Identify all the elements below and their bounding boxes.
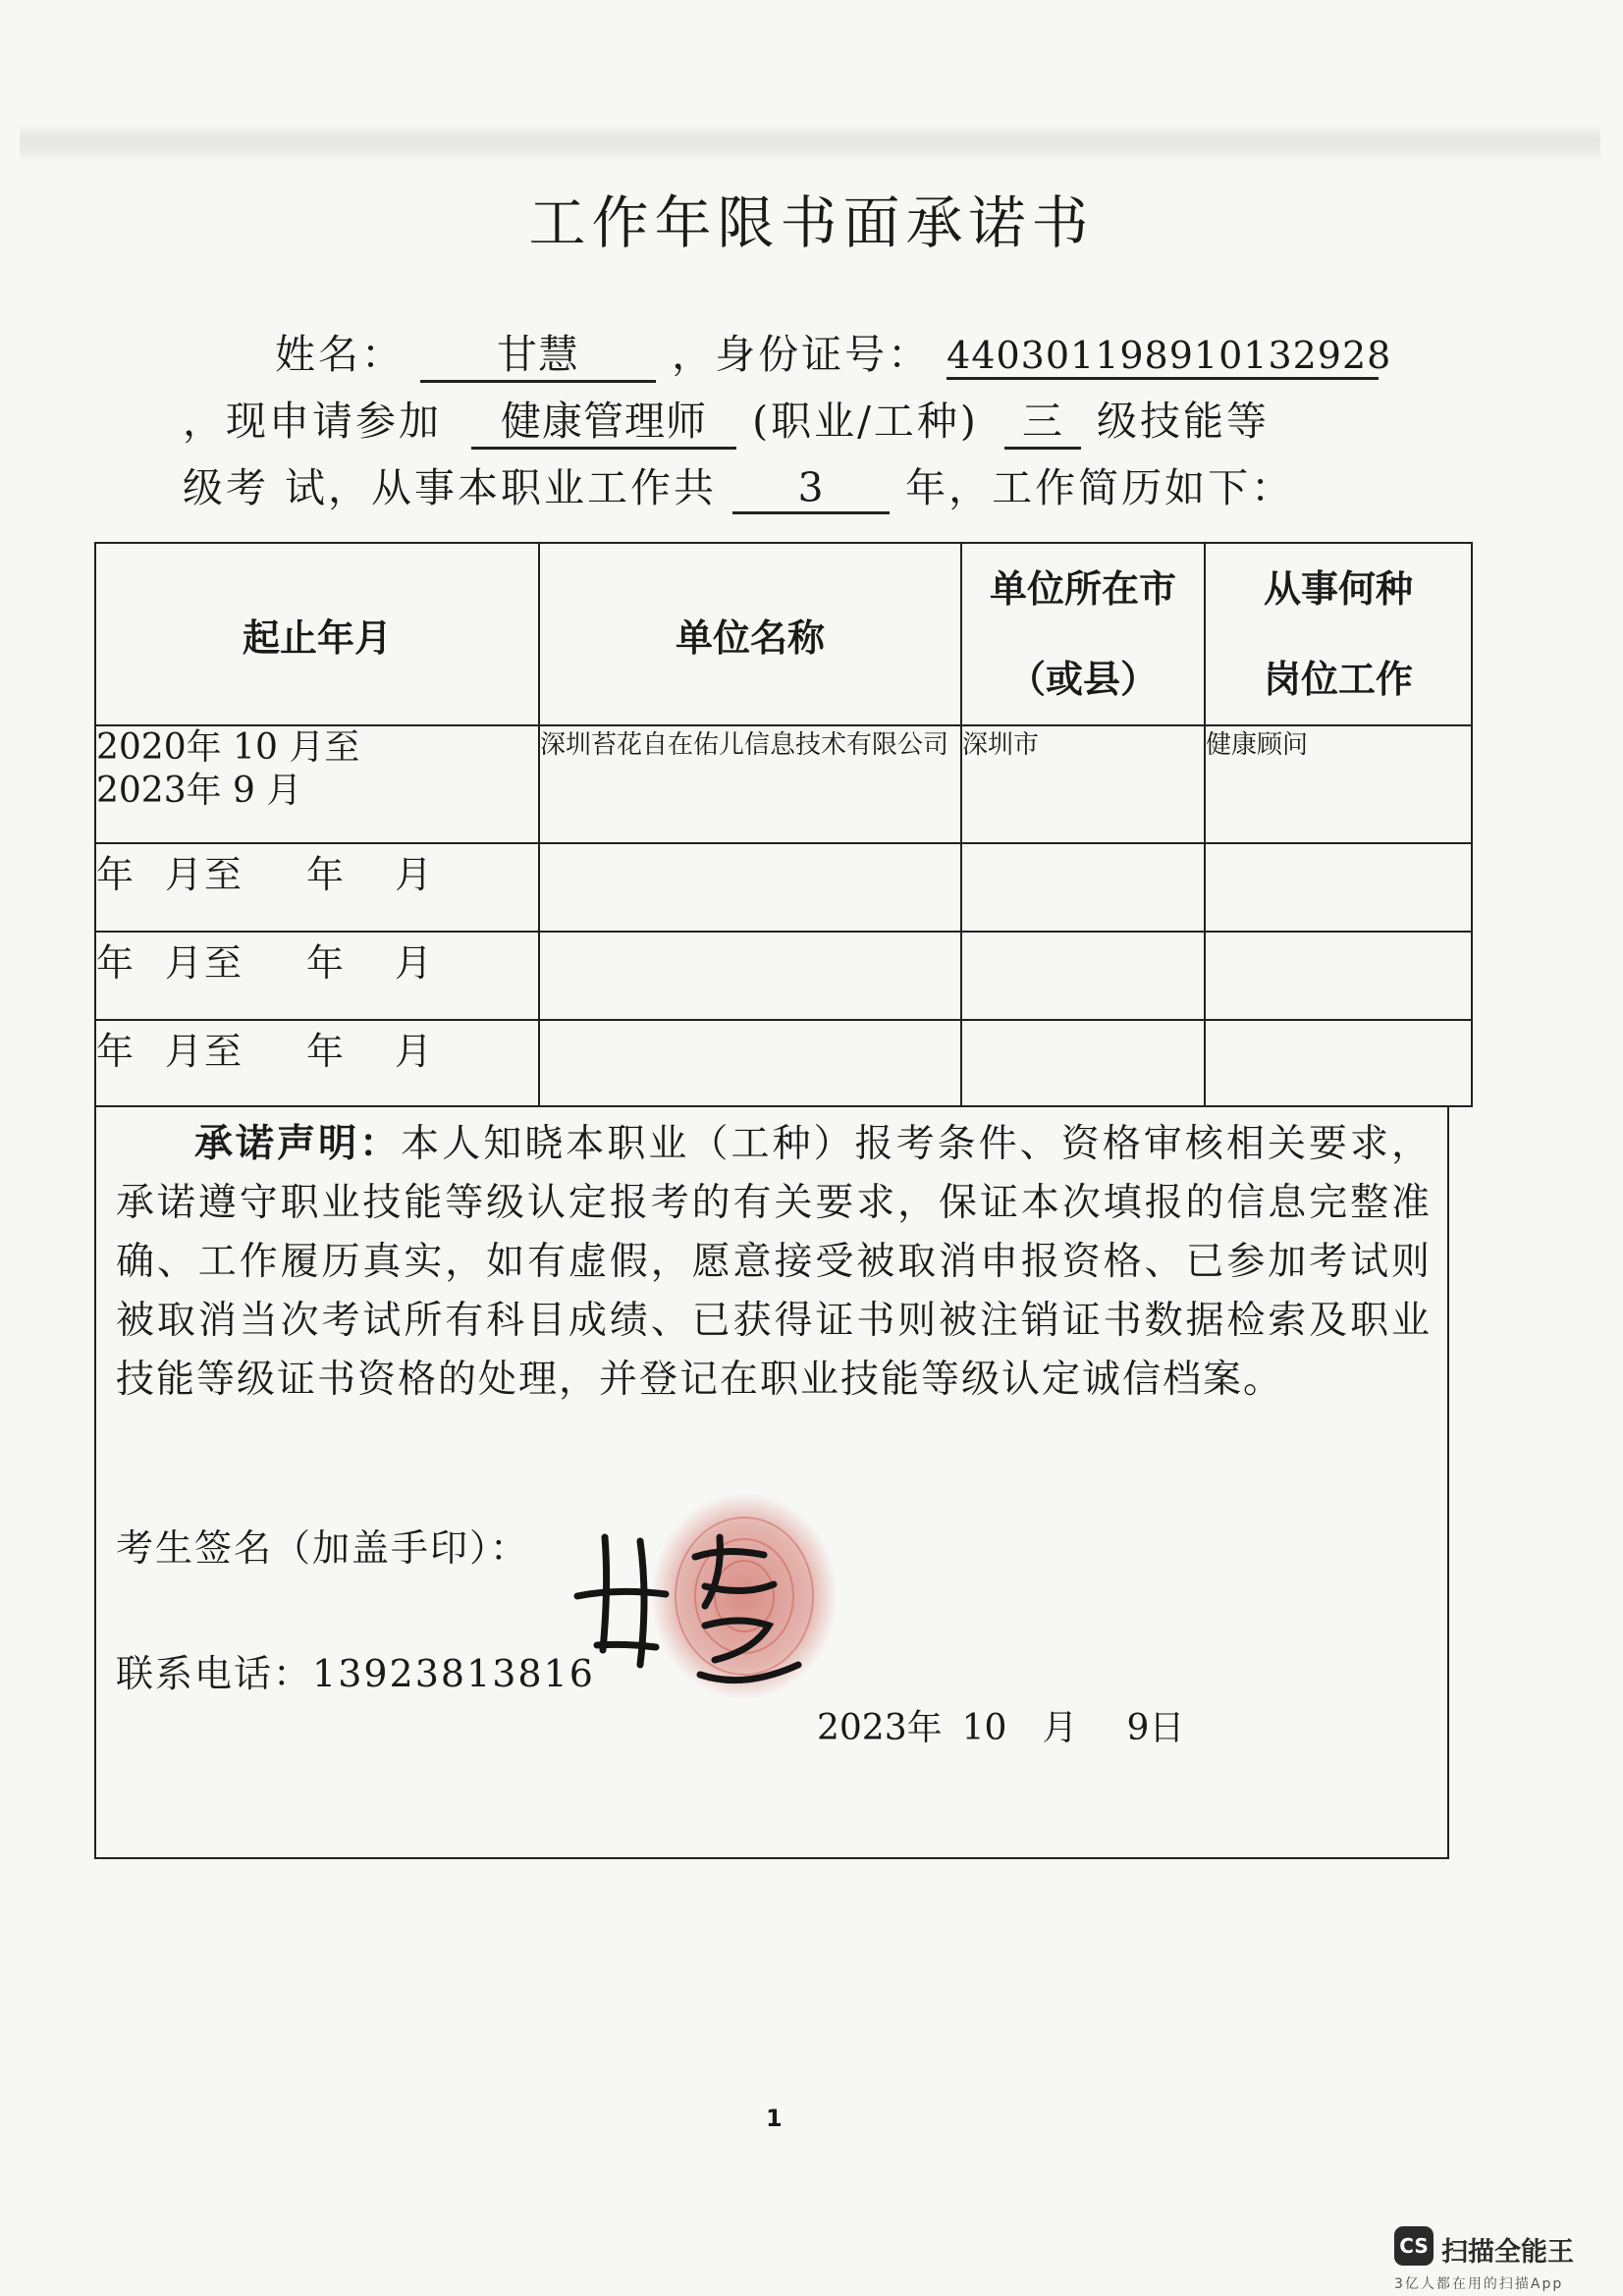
row3-period (95, 932, 539, 1020)
row4-year-a: 年 (96, 1030, 136, 1073)
scanner-tagline: 3亿人都在用的扫描App (1394, 2276, 1564, 2292)
row3-post (1205, 932, 1472, 1020)
table-row (95, 932, 1472, 1020)
row4-month: 月 (395, 1030, 435, 1073)
occupation-suffix: (职业/工种) (752, 398, 979, 445)
promise-text: 本人知晓本职业（工种）报考条件、资格审核相关要求，承诺遵守职业技能等级认定报考的有关要求，保证本次填报的信息完整准确、工作履历真实，如有虚假，愿意接受被取消申报资格、已参加考试则被取消当次考试所有科目成绩、已获得证书则被注销证书数据检索及职业技能等级证书资格的处理，并登记在职业技能等级认定诚信档案。 (116, 1122, 1432, 1402)
row4-year-b: 年 (306, 1030, 347, 1073)
date-day: 9日 (1126, 1708, 1185, 1748)
date-month-unit: 月 (1042, 1708, 1078, 1748)
id-value: 440301198910132928 (947, 334, 1379, 380)
row3-city (961, 932, 1205, 1020)
id-label: ，身份证号： (672, 331, 932, 378)
row4-period (95, 1020, 539, 1106)
level-suffix: 级技能等 (1097, 398, 1270, 445)
scanner-logo-icon: CS (1394, 2226, 1434, 2266)
scan-smudge (20, 123, 1600, 162)
phone-label: 联系电话： (116, 1652, 313, 1695)
row2-year-a: 年 (96, 853, 136, 896)
row2-period (95, 843, 539, 932)
row1-period (95, 725, 539, 843)
level-value: 三 (1004, 389, 1081, 450)
info-line-2 (183, 389, 1270, 450)
row1-post: 健康顾问 (1205, 725, 1472, 843)
promise-box (94, 1105, 1449, 1859)
row4-company (539, 1020, 961, 1106)
years-value: 3 (732, 464, 890, 514)
row4-city (961, 1020, 1205, 1106)
promise-statement (116, 1115, 1432, 1410)
line3-prefix: 级考 试，从事本职业工作共 (183, 464, 718, 511)
header-post (1205, 543, 1472, 725)
header-period: 起止年月 (95, 543, 539, 725)
date-year: 2023年 (817, 1708, 943, 1748)
header-city (961, 543, 1205, 725)
name-value: 甘慧 (420, 322, 656, 383)
header-city-line2: （或县） (1007, 658, 1158, 701)
row1-company: 深圳苔花自在佑儿信息技术有限公司 (539, 725, 961, 843)
table-row (95, 1020, 1472, 1106)
row1-period-end: 2023年 9 月 (96, 771, 302, 811)
date-month: 10 (961, 1708, 1007, 1748)
scanner-app-name: 扫描全能王 (1441, 2237, 1574, 2268)
occupation-value: 健康管理师 (471, 389, 736, 450)
fingerprint-mark (651, 1493, 838, 1699)
info-line-3 (183, 455, 1294, 514)
table-row (95, 725, 1472, 843)
header-city-line1: 单位所在市 (989, 567, 1176, 611)
row4-month-to: 月至 (165, 1030, 244, 1073)
row1-city: 深圳市 (961, 725, 1205, 843)
row2-city (961, 843, 1205, 932)
info-line-1 (275, 322, 1392, 383)
row3-year-b: 年 (306, 941, 347, 985)
row2-year-b: 年 (306, 853, 347, 896)
name-label: 姓名： (275, 331, 405, 378)
row4-post (1205, 1020, 1472, 1106)
promise-label: 承诺声明： (194, 1122, 402, 1166)
sign-date (817, 1700, 1184, 1750)
row1-period-start: 2020年 10 月至 (96, 727, 360, 768)
apply-prefix: ，现申请参加 (183, 398, 442, 445)
table-header-row (95, 543, 1472, 725)
signature-fingerprint-image (558, 1478, 852, 1714)
header-company: 单位名称 (539, 543, 961, 725)
row2-month-to: 月至 (165, 853, 244, 896)
header-post-line1: 从事何种 (1263, 567, 1413, 611)
header-post-line2: 岗位工作 (1263, 658, 1413, 701)
table-row (95, 843, 1472, 932)
phone-number: 13923813816 (312, 1652, 595, 1695)
row3-company (539, 932, 961, 1020)
row3-month-to: 月至 (165, 941, 244, 985)
row2-post (1205, 843, 1472, 932)
document-title: 工作年限书面承诺书 (528, 189, 1095, 256)
row2-month: 月 (395, 853, 435, 896)
row3-month: 月 (395, 941, 435, 985)
row3-year-a: 年 (96, 941, 136, 985)
row2-company (539, 843, 961, 932)
line3-suffix: 年，工作简历如下： (905, 464, 1295, 511)
contact-phone (116, 1643, 595, 1697)
work-history-table (94, 542, 1473, 1107)
page-number: 1 (766, 2105, 783, 2132)
signature-label: 考生签名（加盖手印）： (116, 1526, 530, 1570)
